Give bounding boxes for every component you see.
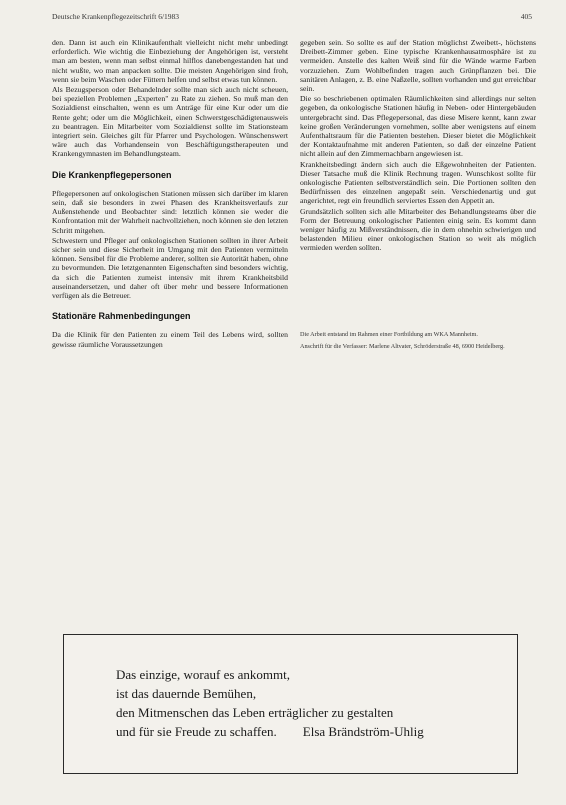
section-heading: Die Krankenpflegepersonen (52, 169, 172, 180)
quote-line: ist das dauernde Bemühen, (116, 686, 257, 701)
paragraph: Als Bezugsperson oder Behandelnder sollte man sich auch nicht scheuen, bei speziellen Problemen „Experten" zu Rate zu ziehen. So muß man den Sozialdienst einschalten, wenn es um Anträge für eine Kur oder um die Rente geht; oder um die Möglichkeit, einen Schwerstgeschädigtenausweis zu beantragen. Ein Mitarbeiter vom Sozialdienst sollte im Stationsteam integriert sein. Gleiches gilt für Pfarrer und Psychologen. Wünschenswert wäre auch das Vorhandensein von Beschäftigungstherapeuten und Krankengymnasten im Behandlungsteam. (52, 85, 288, 159)
quote-author: Elsa Brändström-Uhlig (302, 724, 424, 739)
paragraph: gegeben sein. So sollte es auf der Station möglichst Zweibett-, höchstens Dreibett-Zimmer geben. Eine typische Krankenhausatmosphäre ist zu vermeiden. Anstelle des kalten Weiß sind für die Wände warme Farben vorzuziehen. Zum Wohlbefinden tragen auch Grünpflanzen bei. Die sanitären Anlagen, z. B. eine Naßzelle, sollten vorhanden und gut erreichbar sein. (300, 38, 536, 94)
right-column (300, 38, 536, 356)
paragraph: Krankheitsbedingt ändern sich auch die Eßgewohnheiten der Patienten. Dieser Tatsache muß die Klinik Rechnung tragen. Wunschkost sollte für onkologische Patienten selbstverständlich sein. Die Portionen sollten den Bedürfnissen des einzelnen angepaßt sein. Verschiedenartig und gut angerichtet, regt ein freundlich serviertes Essen den Appetit an. (300, 159, 536, 206)
author-address: Anschrift für die Verfasser: Marlene Altvater, Schröderstraße 48, 6900 Heidelberg. (300, 343, 505, 351)
quote-text (116, 665, 424, 741)
page-header (52, 12, 532, 24)
left-column (52, 38, 288, 350)
paragraph: den. Dann ist auch ein Klinikaufenthalt vielleicht nicht mehr unbedingt erforderlich. Wie wichtig die Einbeziehung der Angehörigen ist, versteht man am besten, wenn man selbst einmal hilflos danebengestanden hat und nicht wußte, wo man anpacken sollte. Die meisten Angehörigen sind froh, wenn sie beim Waschen oder Füttern helfen und selbst etwas tun können. (52, 38, 288, 84)
section-heading: Stationäre Rahmenbedingungen (52, 311, 191, 322)
paragraph: Grundsätzlich sollten sich alle Mitarbeiter des Behandlungsteams über die Form der Betreuung onkologischer Patienten einig sein. Es kommt dann weniger häufig zu Mißverständnissen, die in dem ohnehin schwierigen und belastenden Milieu einer onkologischen Station so weit als möglich vermieden werden sollten. (300, 206, 536, 253)
quote-box (63, 634, 518, 774)
page-number: 405 (520, 12, 532, 21)
paragraph: Da die Klinik für den Patienten zu einem Teil des Lebens wird, sollten gewisse räumliche Voraussetzungen (52, 330, 288, 349)
paragraph: Pflegepersonen auf onkologischen Stationen müssen sich darüber im klaren sein, daß sie besonders in zwei Phasen des Krankheitsverlaufs zur Außenstehende und Beobachter sind: letztlich können sie weder die Konfrontation mit der Wahrheit nachvollziehen, noch können sie den letzten Schritt mitgehen. (52, 188, 288, 235)
journal-title: Deutsche Krankenpflegezeitschrift 6/1983 (52, 12, 180, 21)
paragraph: Schwestern und Pfleger auf onkologischen Stationen sollten in ihrer Arbeit sicher sein und diese Sicherheit im Umgang mit den Patienten vermitteln können. Sensibel für die Probleme anderer, sollten sie Autorität haben, ohne zu bevormunden. Die letztgenannten Eigenschaften sind besonders wichtig, da sich die Patienten zumeist intensiv mit ihrem Krankheitsbild auseinandersetzen, und daher oft über mehr und bessere Informationen verfügen als die Betreuer. (52, 235, 288, 301)
quote-line: und für sie Freude zu schaffen. (116, 724, 277, 739)
quote-line: den Mitmenschen das Leben erträglicher zu gestalten (116, 705, 394, 720)
origin-note: Die Arbeit entstand im Rahmen einer Fortbildung am WKA Mannheim. (300, 330, 478, 338)
paragraph: Die so beschriebenen optimalen Räumlichkeiten sind allerdings nur selten gegeben, da onkologische Stationen häufig in Neben- oder Hintergebäuden untergebracht sind. Das Pflegepersonal, das diese Misere kennt, kann zwar keine großen Veränderungen vornehmen, sollte aber wenigstens auf einem Aufenthaltsraum für die Patienten bestehen. Dieser bietet die Möglichkeit der Kontaktaufnahme mit anderen Patienten, so daß der einzelne Patient nicht allein auf den Zimmernachbarn angewiesen ist. (300, 94, 536, 159)
footnotes (300, 331, 536, 351)
quote-line: Das einzige, worauf es ankommt, (116, 667, 291, 682)
quote-last-line (116, 722, 424, 741)
